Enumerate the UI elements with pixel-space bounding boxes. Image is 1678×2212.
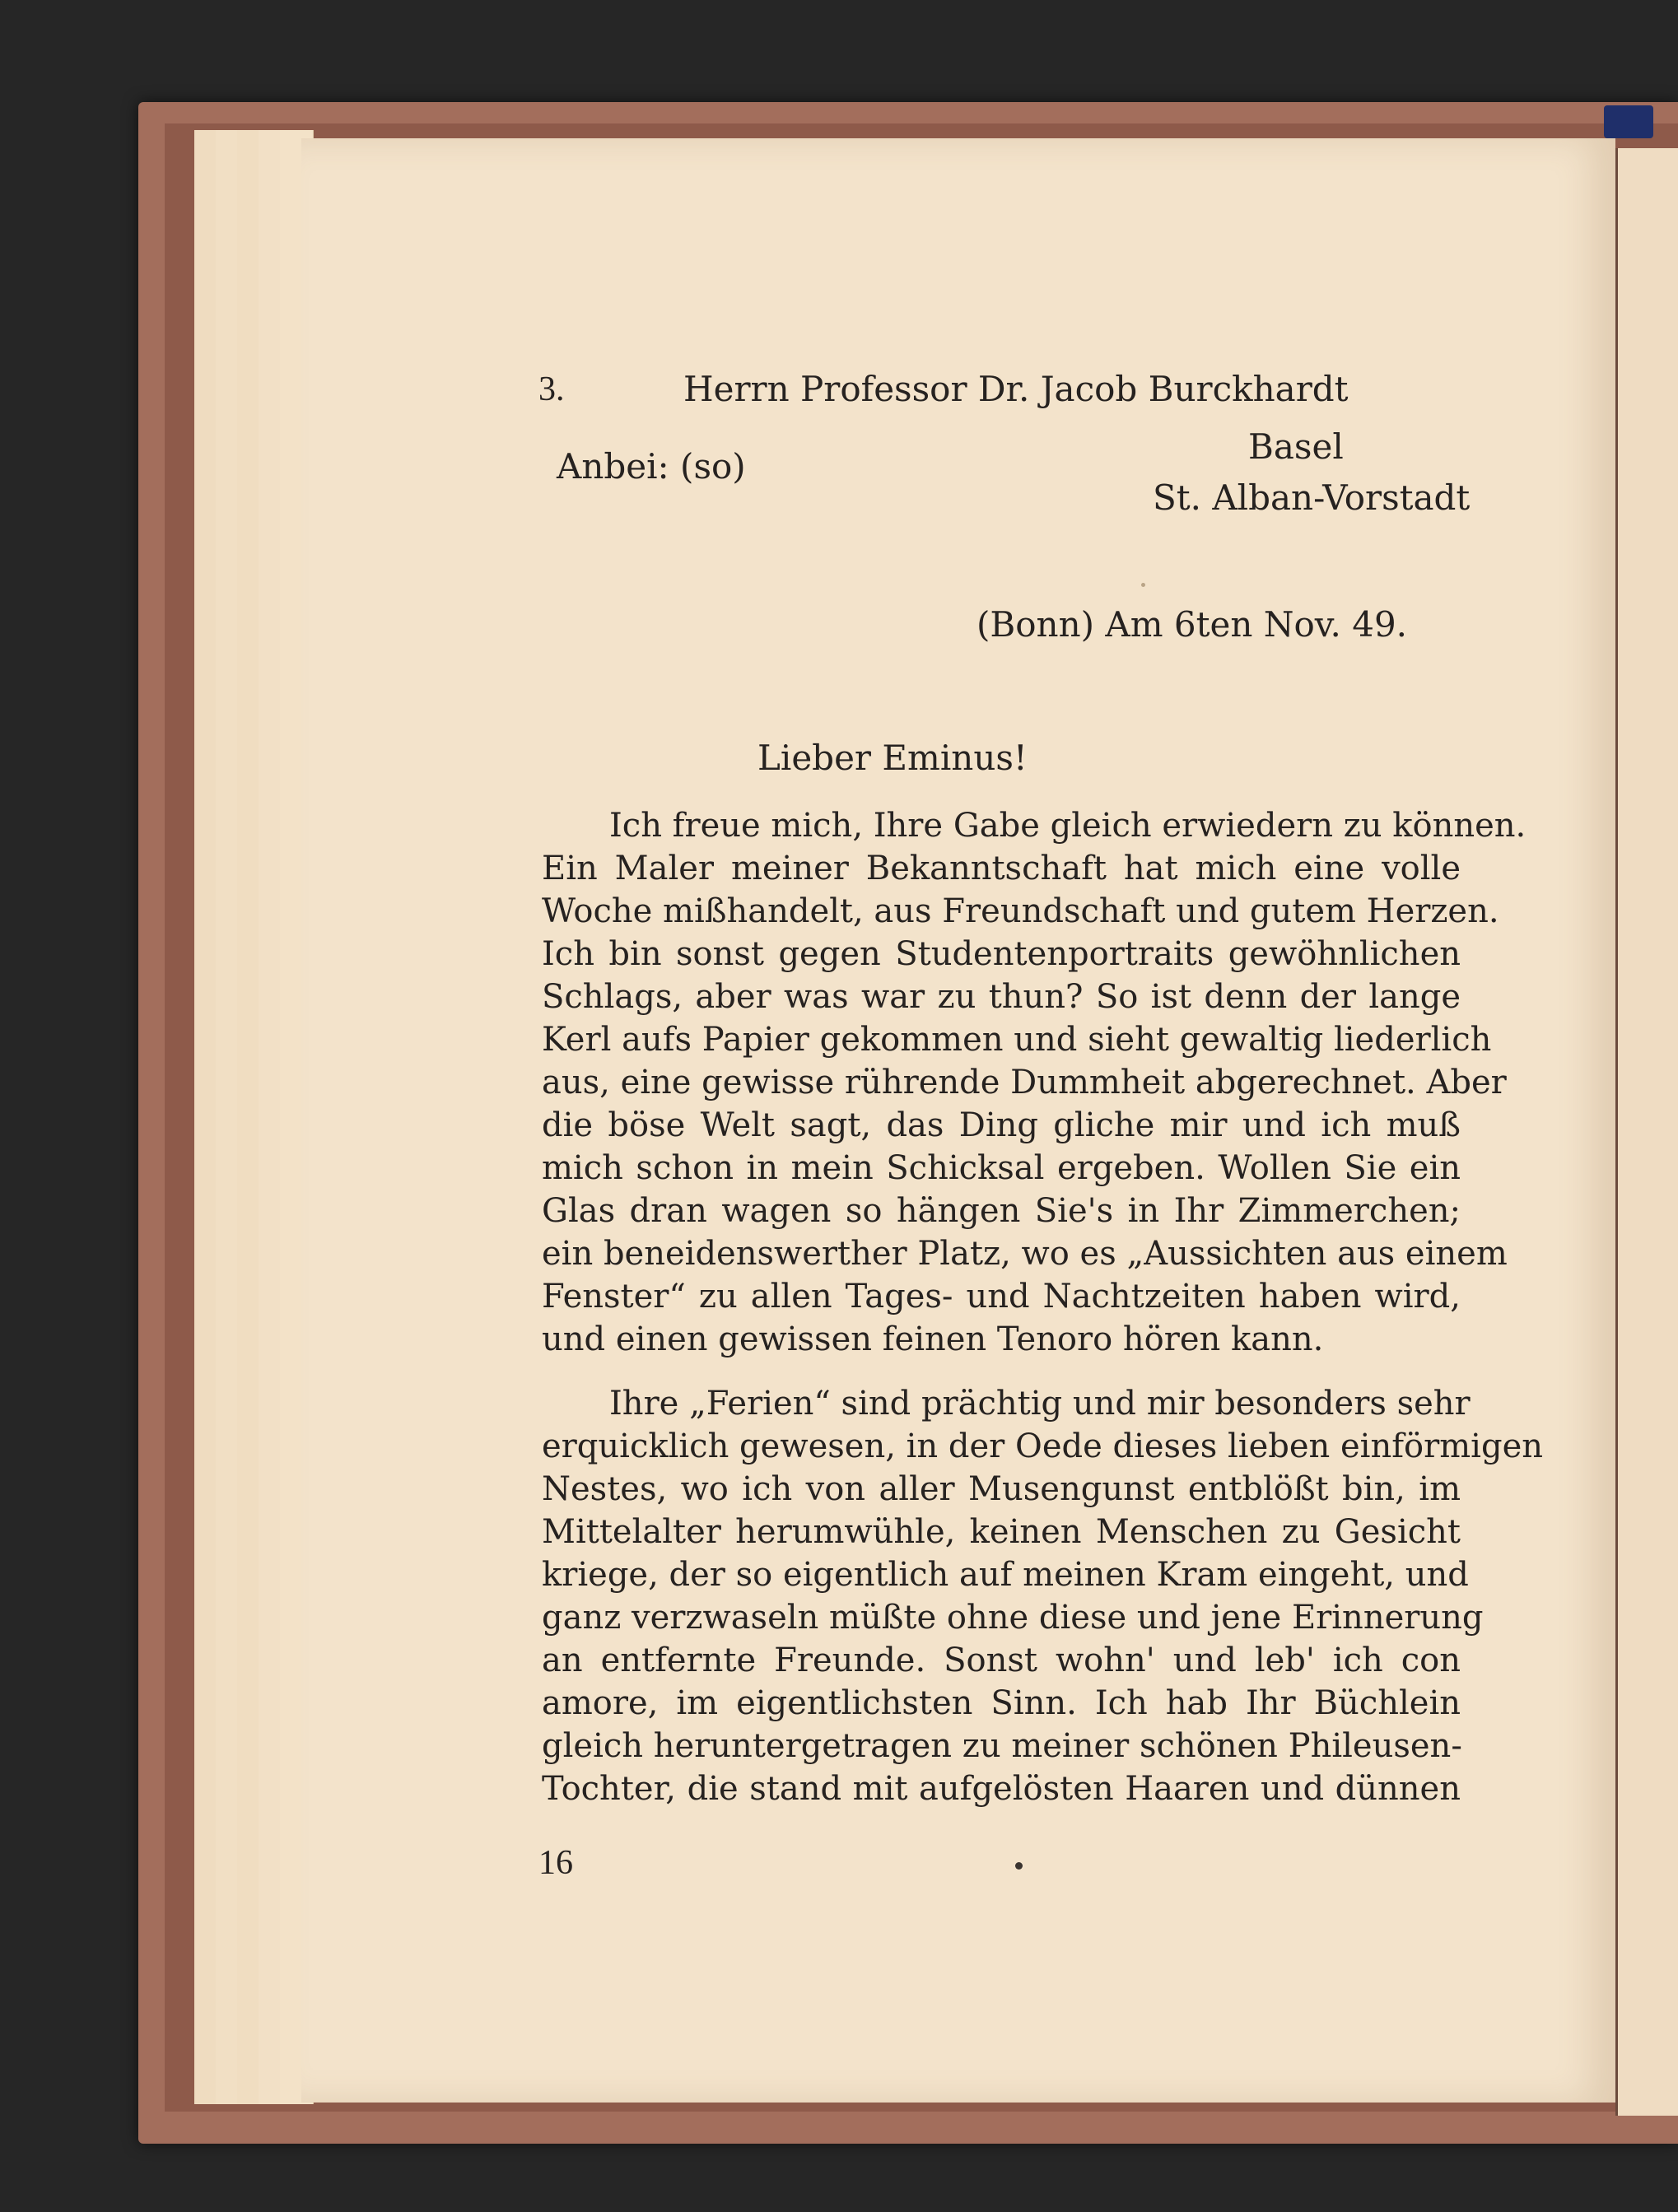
addressee-line: Herrn Professor Dr. Jacob Burckhardt xyxy=(683,369,1349,409)
body-line: und einen gewissen feinen Tenoro hören kann. xyxy=(542,1320,1324,1358)
body-line: mich schon in mein Schicksal ergeben. Wollen Sie ein xyxy=(542,1149,1461,1187)
body-line: die böse Welt sagt, das Ding gliche mir und ich muß xyxy=(542,1106,1461,1144)
body-line: kriege, der so eigentlich auf meinen Kram eingeht, und xyxy=(542,1556,1469,1594)
body-line: Fenster“ zu allen Tages- und Nachtzeiten haben wird, xyxy=(542,1278,1461,1316)
enclosure-note: Anbei: (so) xyxy=(557,446,746,487)
address-city: Basel xyxy=(1248,426,1344,467)
body-line: Ein Maler meiner Bekanntschaft hat mich eine volle xyxy=(542,850,1461,887)
letter-number: 3. xyxy=(538,370,565,408)
body-line: erquicklich gewesen, in der Oede dieses lieben einförmigen xyxy=(542,1427,1543,1465)
body-line: ein beneidenswerther Platz, wo es „Aussichten aus einem xyxy=(542,1235,1508,1273)
paper-speck xyxy=(1141,583,1145,587)
bookmark-ribbon xyxy=(1604,105,1653,138)
body-line: amore, im eigentlichsten Sinn. Ich hab Ihr Büchlein xyxy=(542,1684,1461,1722)
body-line: Ich freue mich, Ihre Gabe gleich erwiedern zu können. xyxy=(609,807,1527,845)
body-line: gleich heruntergetragen zu meiner schönen Phileusen- xyxy=(542,1727,1462,1765)
body-line: ganz verzwaseln müßte ohne diese und jene Erinnerung xyxy=(542,1599,1484,1637)
salutation: Lieber Eminus! xyxy=(757,738,1028,778)
body-line: Glas dran wagen so hängen Sie's in Ihr Zimmerchen; xyxy=(542,1192,1461,1230)
dateline: (Bonn) Am 6ten Nov. 49. xyxy=(977,604,1408,645)
body-line: Kerl aufs Papier gekommen und sieht gewaltig liederlich xyxy=(542,1021,1492,1059)
body-line: Ich bin sonst gegen Studentenportraits gewöhnlichen xyxy=(542,935,1461,973)
body-line: Ihre „Ferien“ sind prächtig und mir besonders sehr xyxy=(609,1385,1471,1423)
printer-dot xyxy=(1015,1862,1023,1870)
facing-page-edge xyxy=(1615,148,1678,2116)
page-number: 16 xyxy=(538,1844,573,1882)
body-line: Schlags, aber was war zu thun? So ist denn der lange xyxy=(542,978,1461,1016)
address-street: St. Alban-Vorstadt xyxy=(1153,477,1471,518)
body-line: Mittelalter herumwühle, keinen Menschen zu Gesicht xyxy=(542,1513,1461,1551)
body-line: Tochter, die stand mit aufgelösten Haaren und dünnen xyxy=(542,1770,1461,1808)
body-line: an entfernte Freunde. Sonst wohn' und leb' ich con xyxy=(542,1642,1461,1679)
body-line: Woche mißhandelt, aus Freundschaft und gutem Herzen. xyxy=(542,892,1499,930)
body-line: Nestes, wo ich von aller Musengunst entblößt bin, im xyxy=(542,1470,1461,1508)
body-line: aus, eine gewisse rührende Dummheit abgerechnet. Aber xyxy=(542,1064,1507,1101)
